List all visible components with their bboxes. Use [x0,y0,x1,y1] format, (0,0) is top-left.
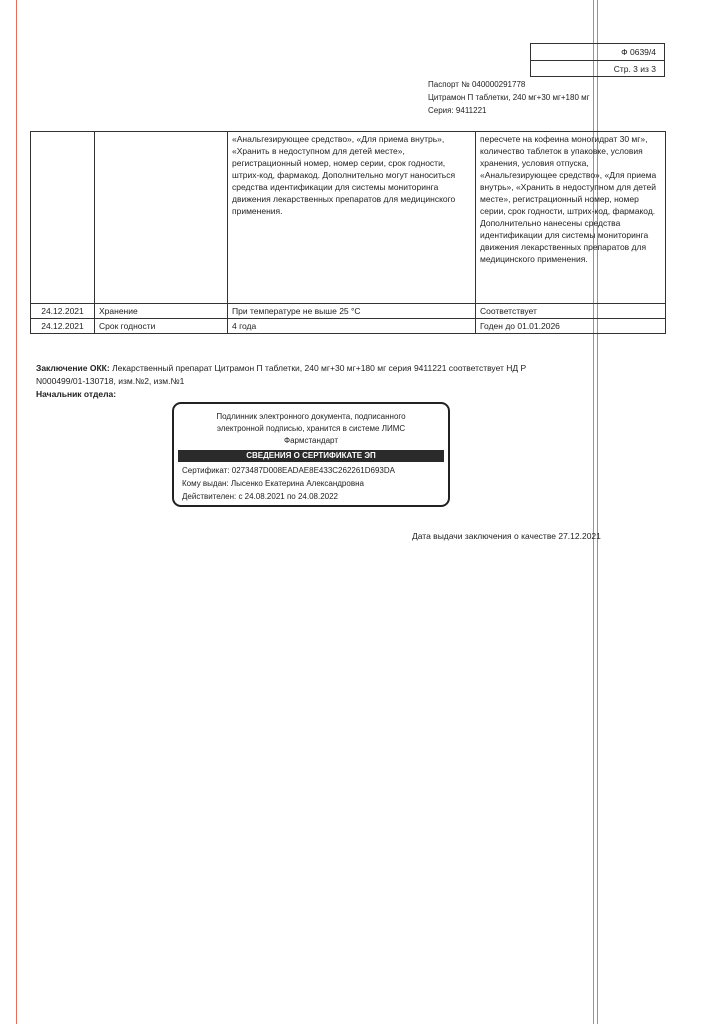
e-signature-stamp [172,402,450,507]
row-indicator: Срок годности [95,319,228,334]
row-requirement: «Анальгезирующее средство», «Для приема внутрь», «Хранить в недоступном для детей месте», регистрационный номер, номер серии, срок годности, штрих-код, фармакод. Дополнительно могут наноситься средства идентификации для системы мониторинга движения лекарственных препаратов для медицинского применения. [228,132,476,304]
page-number: Стр. 3 из 3 [531,60,664,76]
stamp-certificate: Сертификат: 0273487D008EADAE8E433C262261D693DA [182,466,395,475]
row-indicator [95,132,228,304]
row-date [31,132,95,304]
row-requirement: При температуре не выше 25 °С [228,304,476,319]
stamp-issued-to: Кому выдан: Лысенко Екатерина Александровна [182,479,364,488]
results-table [30,131,666,334]
row-requirement: 4 года [228,319,476,334]
conclusion-label: Заключение ОКК: [36,363,110,373]
table-row [31,304,666,319]
table-row [31,132,666,304]
form-code: Ф 0639/4 [621,47,656,57]
issue-date: Дата выдачи заключения о качестве 27.12.2021 [412,531,601,541]
row-result: Соответствует [476,304,666,319]
series-number: Серия: 9411221 [428,106,487,115]
conclusion [36,362,556,388]
stamp-valid: Действителен: с 24.08.2021 по 24.08.2022 [182,492,338,501]
stamp-details [174,464,448,503]
passport-number: Паспорт № 040000291778 [428,80,526,89]
product-name: Цитрамон П таблетки, 240 мг+30 мг+180 мг [428,93,590,102]
form-code-box [530,43,665,77]
stamp-original-text: Подлинник электронного документа, подписанного электронной подписью, хранится в системе ЛИМС Фармстандарт [216,412,406,445]
row-indicator: Хранение [95,304,228,319]
head-of-department: Начальник отдела: [36,389,117,399]
row-date: 24.12.2021 [31,304,95,319]
row-result: пересчете на кофеина моногидрат 30 мг», количество таблеток в упаковке, условия хранения, условия отпуска, «Анальгезирующее средство», «Для приема внутрь», «Хранить в недоступном для детей месте», регистрационный номер, номер серии, срок годности, штрих-код, фармакод. Дополнительно нанесены средства идентификации для системы мониторинга движения лекарственных препаратов для медицинского применения. [476,132,666,304]
conclusion-text: Лекарственный препарат Цитрамон П таблетки, 240 мг+30 мг+180 мг серия 9411221 соответствует НД Р N000499/01-130718, изм.№2, изм.№1 [36,363,527,386]
row-date: 24.12.2021 [31,319,95,334]
row-result: Годен до 01.01.2026 [476,319,666,334]
passport-info [428,78,590,117]
scan-line-red [16,0,17,1024]
stamp-header: СВЕДЕНИЯ О СЕРТИФИКАТЕ ЭП [178,450,444,462]
table-row [31,319,666,334]
